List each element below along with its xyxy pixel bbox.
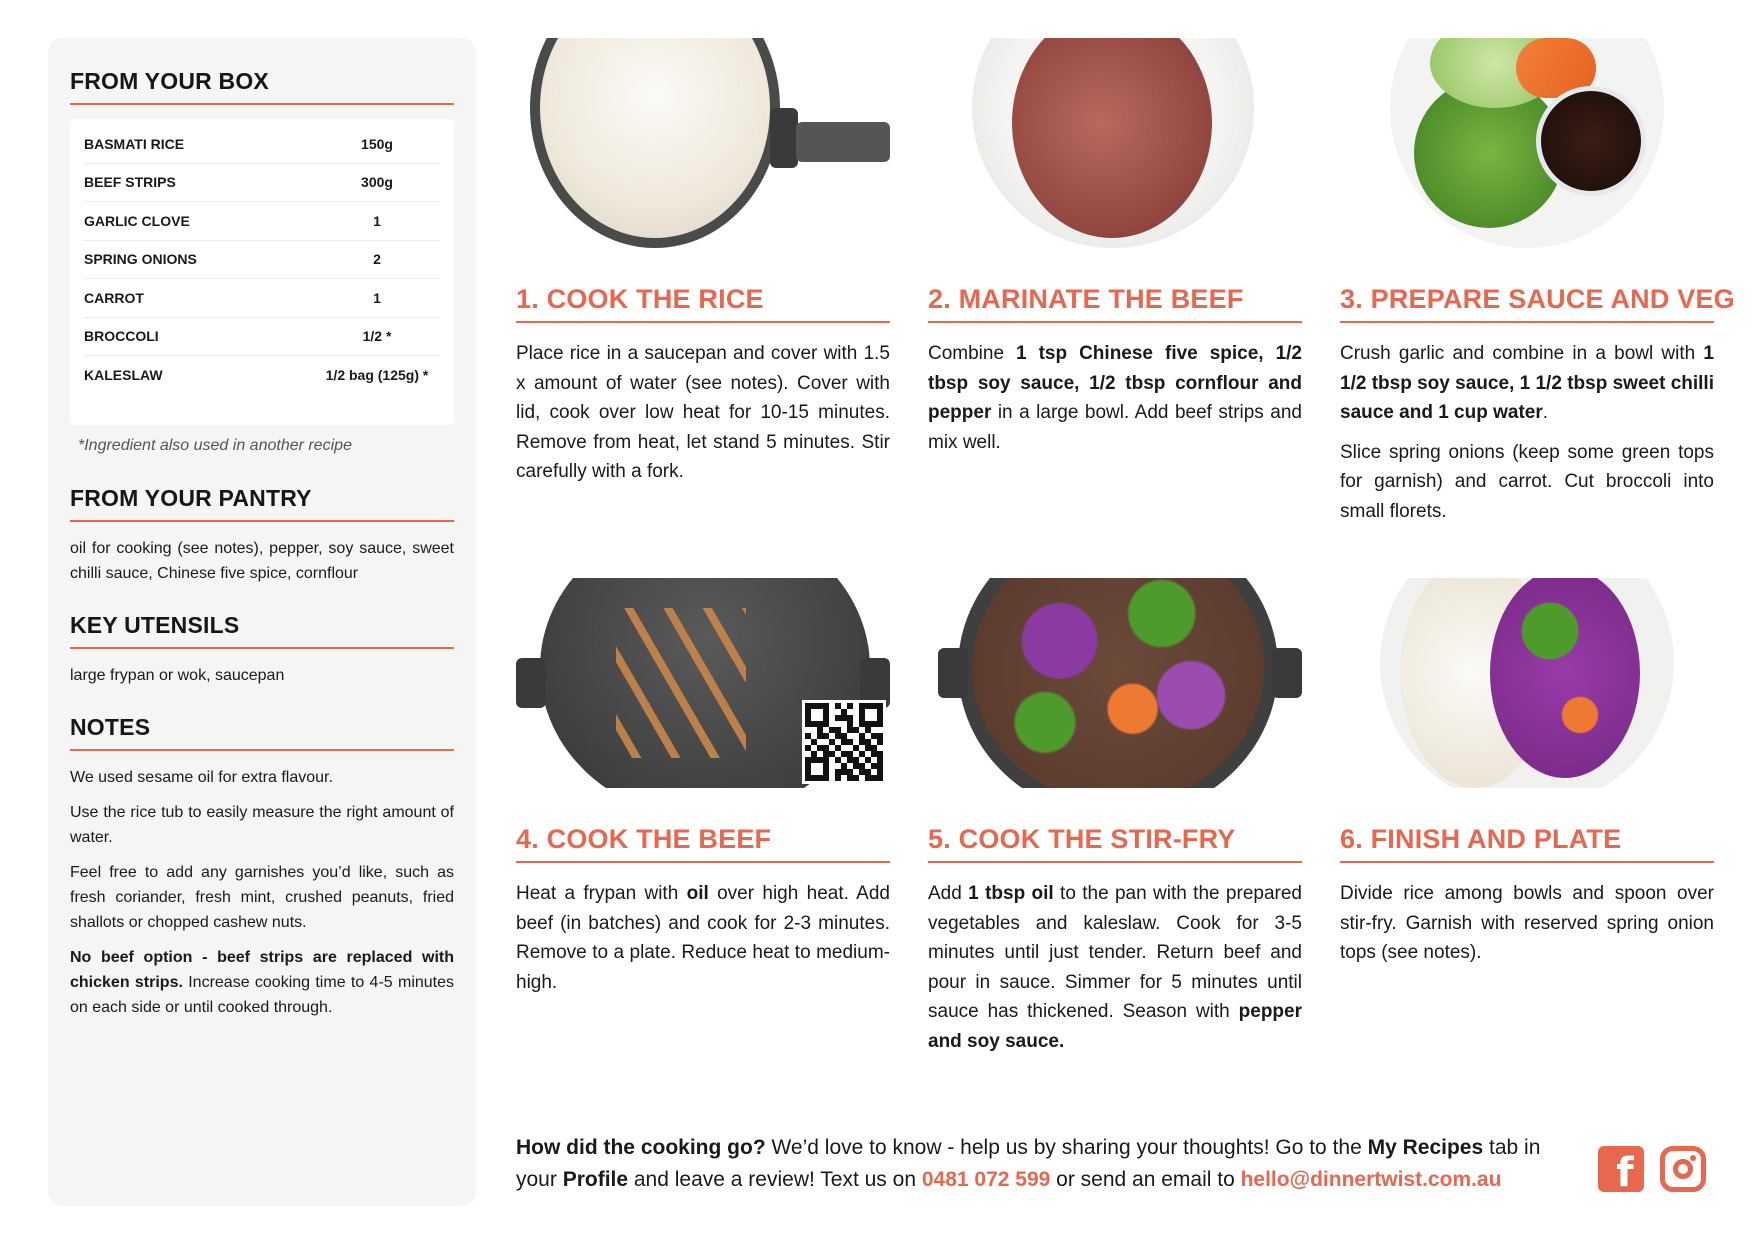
email-link[interactable]: hello@dinnertwist.com.au: [1240, 1168, 1502, 1191]
footer-question: How did the cooking go?: [516, 1136, 766, 1159]
text-segment: or send an email to: [1050, 1168, 1241, 1191]
text-bold-segment: pepper and soy sauce.: [928, 1001, 1302, 1052]
ingredient-name: GARLIC CLOVE: [84, 212, 190, 229]
step-5-text: [928, 879, 1302, 1056]
step-1: [516, 38, 890, 487]
step-4: [516, 578, 890, 997]
step-4-title: 4. COOK THE BEEF: [516, 824, 890, 863]
step-3: [1340, 38, 1735, 526]
step-1-title: 1. COOK THE RICE: [516, 284, 890, 323]
utensils-heading: KEY UTENSILS: [70, 612, 454, 649]
ingredient-row: [84, 318, 440, 357]
step-2-body: [928, 339, 1302, 457]
text-segment: in a large bowl. Add beef strips and mix well.: [928, 402, 1302, 453]
step-6-body: [1340, 879, 1714, 968]
note-option: [70, 945, 454, 1020]
ingredient-row: [84, 164, 440, 203]
step-2: [928, 38, 1302, 457]
ingredient-row: [84, 125, 440, 164]
step-3-body: [1340, 339, 1714, 526]
step-2-photo: [928, 38, 1302, 248]
ingredient-qty: 1/2 bag (125g) *: [325, 367, 429, 384]
step-5-title: 5. COOK THE STIR-FRY: [928, 824, 1302, 863]
step-5-photo: [928, 578, 1302, 788]
utensils-text: large frypan or wok, saucepan: [70, 666, 285, 684]
text-segment: to the pan with the prepared vegetables and kaleslaw. Cook for 3-5 minutes until just tender. Return beef and pour in sauce. Simmer for 5 minutes until sauce has thickened. Season with: [928, 883, 1302, 1022]
ingredient-name: CARROT: [84, 289, 144, 306]
step-5-body: [928, 879, 1302, 1056]
step-6: [1340, 578, 1714, 968]
text-bold-segment: 1 tbsp oil: [968, 883, 1054, 904]
text-segment: Combine: [928, 343, 1017, 364]
qr-code-icon[interactable]: [802, 700, 886, 784]
ingredient-name: BROCCOLI: [84, 328, 159, 345]
box-heading: FROM YOUR BOX: [70, 68, 454, 105]
note-item: Feel free to add any garnishes you’d like, such as fresh coriander, fresh mint, crushed peanuts, fried shallots or chopped cashew nuts.: [70, 863, 454, 931]
pantry-text: oil for cooking (see notes), pepper, soy sauce, sweet chilli sauce, Chinese five spice, cornflour: [70, 539, 454, 582]
text-segment: We’d love to know - help us by sharing your thoughts! Go to the: [765, 1136, 1368, 1159]
text-bold-segment: 1 tsp Chinese five spice, 1/2 tbsp soy sauce, 1/2 tbsp cornflour and pepper: [928, 343, 1302, 423]
ingredient-qty: 1/2 *: [362, 328, 392, 345]
ingredient-name: BASMATI RICE: [84, 135, 185, 152]
step-3-title: 3. PREPARE SAUCE AND VEG: [1340, 284, 1714, 323]
step-6-photo: [1340, 578, 1714, 788]
step-6-text: Divide rice among bowls and spoon over stir-fry. Garnish with reserved spring onion tops (see notes).: [1340, 883, 1714, 963]
facebook-icon[interactable]: f: [1598, 1146, 1644, 1192]
note-option-bold: No beef option - beef strips are replaced with chicken strips.: [70, 948, 454, 991]
text-segment: .: [1542, 402, 1549, 423]
step-4-body: [516, 879, 890, 997]
text-bold-segment: oil: [686, 883, 709, 904]
ingredient-row: [84, 241, 440, 280]
ingredient-note: *Ingredient also used in another recipe: [78, 436, 352, 454]
my-recipes-link[interactable]: My Recipes: [1367, 1136, 1484, 1159]
ingredient-qty: 1: [373, 212, 381, 229]
instagram-icon[interactable]: [1660, 1146, 1706, 1192]
ingredients-table: [70, 119, 454, 425]
note-item: Use the rice tub to easily measure the right amount of water.: [70, 803, 454, 846]
ingredient-row: [84, 279, 440, 318]
pantry-heading: FROM YOUR PANTRY: [70, 485, 454, 522]
text-bold-segment: 1 1/2 tbsp soy sauce, 1 1/2 tbsp sweet chilli sauce and 1 cup water: [1340, 343, 1714, 423]
ingredient-qty: 300g: [361, 174, 393, 191]
ingredient-row: [84, 202, 440, 241]
profile-link[interactable]: Profile: [562, 1168, 629, 1191]
ingredient-qty: 1: [373, 289, 381, 306]
ingredient-name: BEEF STRIPS: [84, 174, 176, 191]
text-segment: Heat a frypan with: [516, 883, 687, 904]
step-6-title: 6. FINISH AND PLATE: [1340, 824, 1714, 863]
step-3-text-2: Slice spring onions (keep some green tops for garnish) and carrot. Cut broccoli into small florets.: [1340, 441, 1714, 522]
step-1-body: [516, 339, 890, 487]
text-segment: Crush garlic and combine in a bowl with: [1340, 343, 1704, 364]
ingredient-row: [84, 356, 440, 395]
note-option-rest: Increase cooking time to 4-5 minutes on each side or until cooked through.: [70, 973, 455, 1016]
sidebar: [48, 38, 476, 1206]
step-4-text: [516, 879, 890, 997]
step-3-text-1: [1340, 339, 1714, 428]
note-item: We used sesame oil for extra flavour.: [70, 768, 333, 786]
step-1-photo: [516, 38, 890, 248]
ingredient-name: KALESLAW: [84, 367, 163, 384]
text-segment: tab in your: [516, 1136, 1541, 1191]
step-2-title: 2. MARINATE THE BEEF: [928, 284, 1302, 323]
phone-link[interactable]: 0481 072 599: [921, 1168, 1051, 1191]
ingredient-qty: 150g: [361, 135, 393, 152]
ingredient-qty: 2: [373, 251, 381, 268]
text-segment: over high heat. Add beef (in batches) and cook for 2-3 minutes. Remove to a plate. Reduce heat to medium-high.: [516, 883, 890, 993]
step-4-photo: [516, 578, 890, 788]
text-segment: and leave a review! Text us on: [628, 1168, 922, 1191]
step-1-text: Place rice in a saucepan and cover with 1.5 x amount of water (see notes). Cover with lid, cook over low heat for 10-15 minutes. Remove from heat, let stand 5 minutes. Stir carefully with a fork.: [516, 343, 890, 482]
step-5: [928, 578, 1302, 1056]
notes-heading: NOTES: [70, 714, 454, 751]
feedback-footer: [516, 1132, 1576, 1196]
text-segment: Add: [928, 883, 969, 904]
step-3-photo: [1340, 38, 1714, 248]
step-2-text: [928, 339, 1302, 457]
ingredient-name: SPRING ONIONS: [84, 251, 197, 268]
